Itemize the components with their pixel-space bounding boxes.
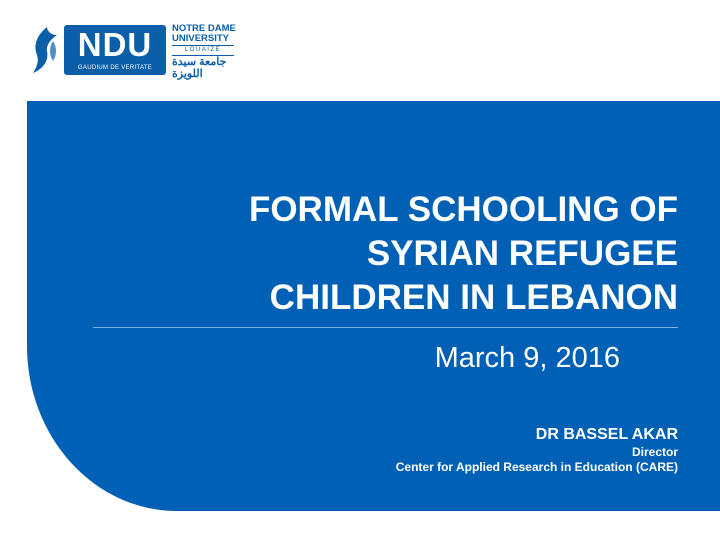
title-line-1: FORMAL SCHOOLING OF	[248, 190, 678, 229]
logo-name-line2: UNIVERSITY	[172, 33, 230, 44]
presenter-role: Director	[631, 445, 678, 459]
flame-emblem-icon	[27, 25, 63, 75]
presenter-block	[300, 425, 678, 475]
logo-name-line1: NOTRE DAME	[172, 23, 236, 34]
presenter-name: DR BASSEL AKAR	[535, 426, 678, 443]
logo-box	[64, 25, 166, 75]
title-line-3: CHILDREN IN LEBANON	[269, 278, 678, 317]
slide-title	[40, 188, 678, 320]
presenter-organization: Center for Applied Research in Education (CARE)	[395, 460, 678, 474]
logo-motto: GAUDIUM DE VERITATE	[77, 65, 153, 71]
presentation-date: March 9, 2016	[434, 342, 620, 374]
logo-location: LOUAIZE	[172, 45, 234, 56]
logo-wordmark	[172, 24, 242, 80]
logo-arabic-line1: جامعة سيدة	[172, 56, 227, 68]
logo-abbreviation: NDU	[77, 26, 153, 63]
title-divider	[93, 327, 678, 328]
university-logo	[27, 22, 236, 80]
title-line-2: SYRIAN REFUGEE	[366, 234, 678, 273]
logo-arabic-line2: اللويزة	[172, 68, 203, 80]
